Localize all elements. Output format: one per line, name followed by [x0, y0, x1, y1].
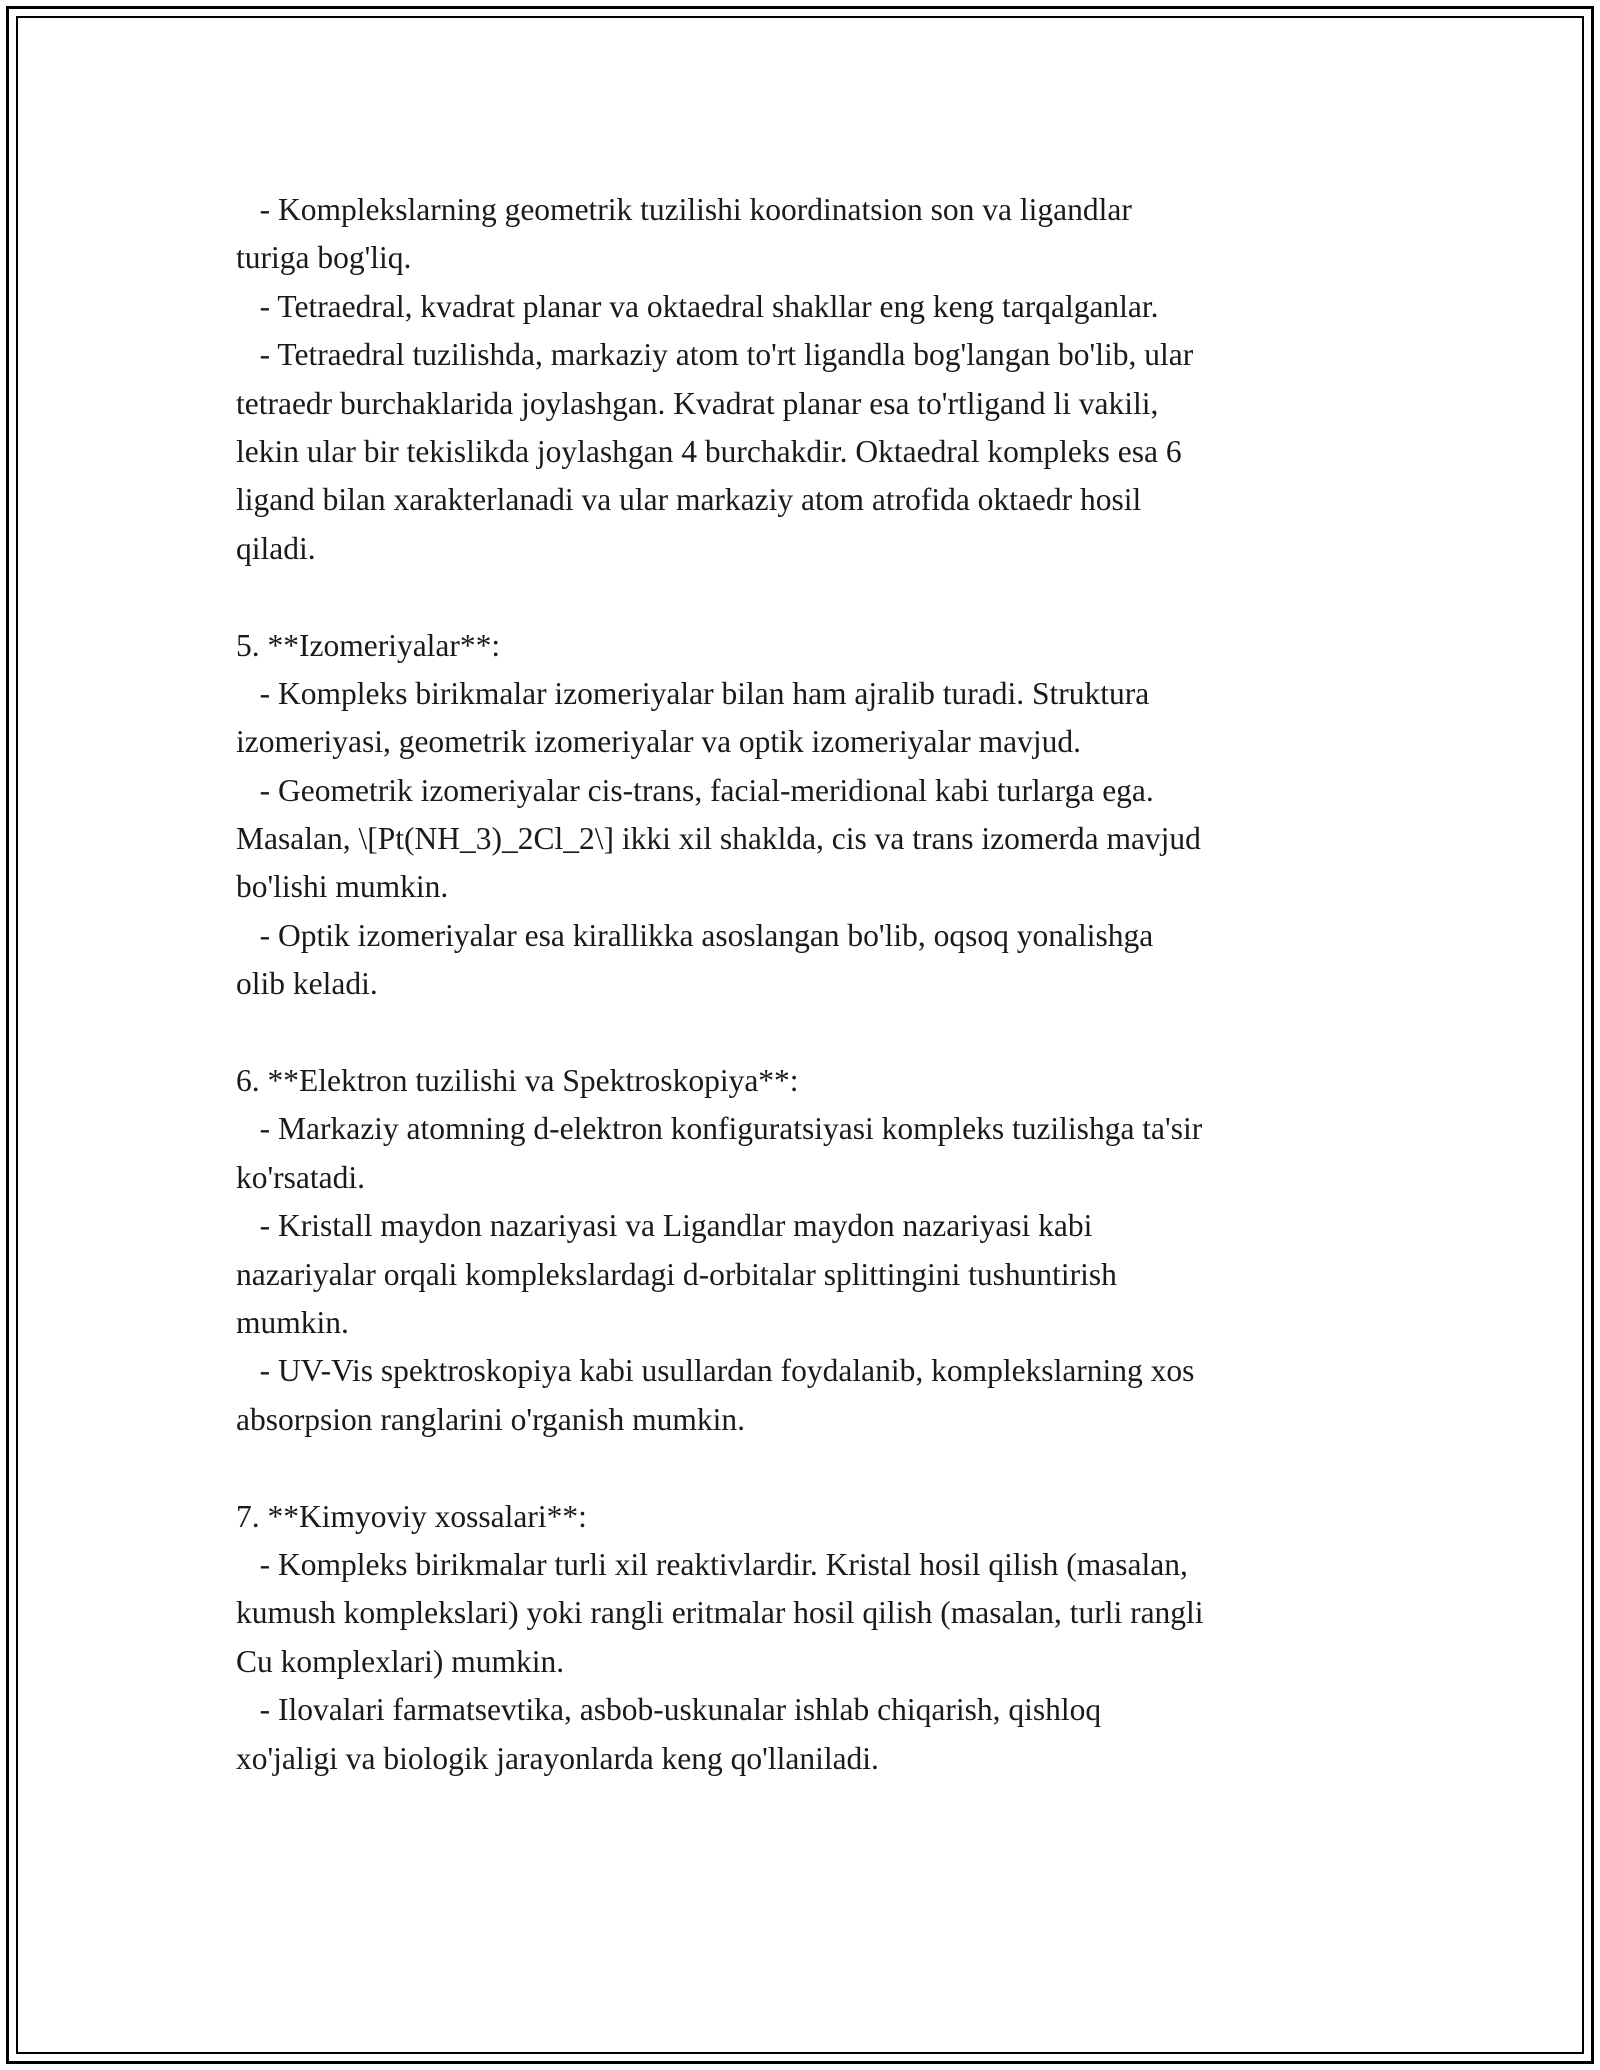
blank-line — [236, 1009, 1396, 1057]
text-line: - Kristall maydon nazariyasi va Ligandlar maydon nazariyasi kabi — [236, 1208, 1093, 1244]
text-line: tetraedr burchaklarida joylashgan. Kvadrat planar esa to'rtligand li vakili, — [236, 385, 1159, 421]
text-line: - UV-Vis spektroskopiya kabi usullardan foydalanib, komplekslarning xos — [236, 1353, 1195, 1389]
document-body — [236, 186, 1396, 1783]
text-line: - Kompleks birikmalar turli xil reaktivlardir. Kristal hosil qilish (masalan, — [236, 1546, 1188, 1582]
text-line: Cu komplexlari) mumkin. — [236, 1643, 565, 1679]
text-line: - Ilovalari farmatsevtika, asbob-uskunalar ishlab chiqarish, qishloq — [236, 1692, 1102, 1728]
text-line: olib keladi. — [236, 966, 378, 1002]
text-line: kumush komplekslari) yoki rangli eritmalar hosil qilish (masalan, turli rangli — [236, 1595, 1204, 1631]
text-line: - Tetraedral tuzilishda, markaziy atom to'rt ligandla bog'langan bo'lib, ular — [236, 337, 1194, 373]
text-line: - Optik izomeriyalar esa kirallikka asoslangan bo'lib, oqsoq yonalishga — [236, 917, 1154, 953]
section-heading-elektron: 6. **Elektron tuzilishi va Spektroskopiya**: — [236, 1063, 799, 1099]
text-line: - Geometrik izomeriyalar cis-trans, facial-meridional kabi turlarga ega. — [236, 772, 1154, 808]
section-heading-kimyoviy: 7. **Kimyoviy xossalari**: — [236, 1498, 587, 1534]
text-line: bo'lishi mumkin. — [236, 869, 449, 905]
text-line: ligand bilan xarakterlanadi va ular markaziy atom atrofida oktaedr hosil — [236, 482, 1142, 518]
text-line: Masalan, \[Pt(NH_3)_2Cl_2\] ikki xil shaklda, cis va trans izomerda mavjud — [236, 821, 1201, 857]
text-line: mumkin. — [236, 1304, 349, 1340]
text-line: - Kompleks birikmalar izomeriyalar bilan ham ajralib turadi. Struktura — [236, 675, 1150, 711]
text-line: nazariyalar orqali komplekslardagi d-orbitalar splittingini tushuntirish — [236, 1256, 1117, 1292]
text-line: - Markaziy atomning d-elektron konfiguratsiyasi kompleks tuzilishga ta'sir — [236, 1111, 1203, 1147]
blank-line — [236, 1444, 1396, 1492]
text-line: lekin ular bir tekislikda joylashgan 4 burchakdir. Oktaedral kompleks esa 6 — [236, 433, 1182, 469]
text-line: qiladi. — [236, 530, 316, 566]
text-line: xo'jaligi va biologik jarayonlarda keng qo'llaniladi. — [236, 1740, 879, 1776]
section-heading-izomeriyalar: 5. **Izomeriyalar**: — [236, 627, 501, 663]
text-line: ko'rsatadi. — [236, 1159, 366, 1195]
text-line: - Tetraedral, kvadrat planar va oktaedral shakllar eng keng tarqalganlar. — [236, 288, 1159, 324]
blank-line — [236, 573, 1396, 621]
text-line: turiga bog'liq. — [236, 240, 412, 276]
text-line: izomeriyasi, geometrik izomeriyalar va optik izomeriyalar mavjud. — [236, 724, 1081, 760]
text-line: - Komplekslarning geometrik tuzilishi koordinatsion son va ligandlar — [236, 192, 1132, 227]
text-line: absorpsion ranglarini o'rganish mumkin. — [236, 1401, 746, 1437]
